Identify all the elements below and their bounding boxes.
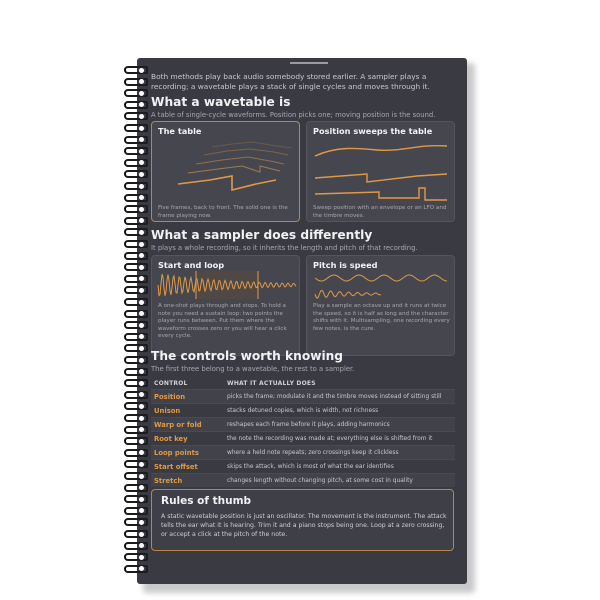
spiral-binding	[124, 66, 150, 578]
binding-ring	[124, 112, 148, 120]
binding-ring	[124, 518, 148, 526]
table-row	[151, 389, 455, 403]
binding-ring	[124, 356, 148, 364]
binding-ring	[124, 391, 148, 399]
binding-hole	[139, 126, 144, 131]
binding-hole	[139, 462, 144, 467]
binding-hole	[139, 300, 144, 305]
binding-ring	[124, 507, 148, 515]
binding-ring	[124, 437, 148, 445]
binding-ring	[124, 205, 148, 213]
binding-hole	[139, 404, 144, 409]
section-subtitle-wavetable: A table of single-cycle waveforms. Position picks one; moving position is the sound.	[151, 111, 436, 119]
binding-ring	[124, 286, 148, 294]
binding-ring	[124, 368, 148, 376]
binding-ring	[124, 530, 148, 538]
card-caption: Sweep position with an envelope or an LFO and the timbre moves.	[313, 205, 447, 219]
binding-ring	[124, 553, 148, 561]
binding-ring	[124, 252, 148, 260]
binding-hole	[139, 346, 144, 351]
control-description: where a held note repeats; zero crossings keep it clickless	[227, 449, 399, 456]
binding-ring	[124, 484, 148, 492]
binding-ring	[124, 310, 148, 318]
intro-text: Both methods play back audio somebody stored earlier. A sampler plays a recording; a wavetable plays a stack of single cycles and moves through it.	[151, 72, 430, 91]
pitch-speed-illustration	[307, 270, 456, 302]
table-row	[151, 403, 455, 417]
binding-ring	[124, 101, 148, 109]
binding-hole	[139, 532, 144, 537]
controls-table	[151, 379, 455, 487]
column-header-does: WHAT IT ACTUALLY DOES	[227, 380, 316, 387]
rules-of-thumb-box	[151, 489, 454, 551]
control-description: reshapes each frame before it plays, adding harmonics	[227, 421, 390, 428]
control-name: Position	[154, 393, 186, 401]
binding-ring	[124, 240, 148, 248]
column-header-control: CONTROL	[154, 380, 188, 387]
binding-hole	[139, 416, 144, 421]
binding-hole	[139, 265, 144, 270]
card-title: Position sweeps the table	[313, 126, 433, 136]
card-caption: A one-shot plays through and stops. To hold a note you need a sustain loop: two points the player runs between. Put them where the waveform crosses zero or you will hear a click every cycle.	[158, 303, 287, 340]
card-pitch-is-speed	[306, 255, 455, 356]
table-row	[151, 417, 455, 431]
card-start-and-loop	[151, 255, 300, 356]
binding-hole	[139, 91, 144, 96]
rules-title: Rules of thumb	[161, 495, 252, 507]
binding-ring	[124, 89, 148, 97]
control-description: stacks detuned copies, which is width, not richness	[227, 407, 379, 414]
control-description: the note the recording was made at; everything else is shifted from it	[227, 435, 433, 442]
binding-hole	[139, 172, 144, 177]
control-name: Warp or fold	[154, 421, 202, 429]
position-sweep-illustration	[307, 138, 456, 208]
card-caption: Play a sample an octave up and it runs at twice the speed, so it is half as long and the character shifts with it. Multisampling, one recording every few notes, is the cure.	[313, 303, 450, 332]
binding-hole	[139, 184, 144, 189]
binding-ring	[124, 217, 148, 225]
binding-ring	[124, 565, 148, 573]
section-subtitle-sampler: It plays a whole recording, so it inherits the length and pitch of that recording.	[151, 244, 418, 252]
binding-ring	[124, 228, 148, 236]
binding-ring	[124, 66, 148, 74]
section-title-wavetable: What a wavetable is	[151, 95, 291, 109]
binding-hole	[139, 520, 144, 525]
binding-hole	[139, 474, 144, 479]
binding-ring	[124, 159, 148, 167]
binding-hole	[139, 68, 144, 73]
table-row	[151, 431, 455, 445]
binding-ring	[124, 414, 148, 422]
binding-ring	[124, 379, 148, 387]
binding-ring	[124, 194, 148, 202]
binding-ring	[124, 136, 148, 144]
section-subtitle-controls: The first three belong to a wavetable, the rest to a sampler.	[151, 365, 355, 373]
binding-ring	[124, 78, 148, 86]
top-tab	[290, 62, 328, 64]
section-title-sampler: What a sampler does differently	[151, 228, 373, 242]
table-row	[151, 459, 455, 473]
table-header	[151, 379, 455, 389]
control-name: Root key	[154, 435, 188, 443]
binding-ring	[124, 321, 148, 329]
control-name: Unison	[154, 407, 181, 415]
card-title: Pitch is speed	[313, 260, 378, 270]
binding-ring	[124, 426, 148, 434]
binding-hole	[139, 323, 144, 328]
card-caption: Five frames, back to front. The solid one is the frame playing now.	[158, 205, 288, 219]
binding-hole	[139, 242, 144, 247]
binding-ring	[124, 449, 148, 457]
card-the-table	[151, 121, 300, 222]
rules-body: A static wavetable position is just an oscillator. The movement is the instrument. The attack tells the ear what it is hearing. Trim it and a piano stops being one. Loop at a zero crossing, or accept a click at the pitch of the note.	[161, 513, 447, 538]
table-row	[151, 445, 455, 459]
binding-ring	[124, 170, 148, 178]
control-name: Stretch	[154, 477, 183, 485]
binding-ring	[124, 472, 148, 480]
binding-ring	[124, 147, 148, 155]
control-description: picks the frame; modulate it and the timbre moves instead of sitting still	[227, 393, 442, 400]
card-title: The table	[158, 126, 202, 136]
card-title: Start and loop	[158, 260, 225, 270]
section-title-controls: The controls worth knowing	[151, 349, 344, 363]
binding-hole	[139, 207, 144, 212]
binding-ring	[124, 275, 148, 283]
binding-hole	[139, 381, 144, 386]
binding-ring	[124, 402, 148, 410]
binding-hole	[139, 288, 144, 293]
binding-ring	[124, 344, 148, 352]
start-and-loop-illustration	[152, 271, 301, 301]
binding-hole	[139, 358, 144, 363]
binding-ring	[124, 263, 148, 271]
binding-ring	[124, 298, 148, 306]
binding-ring	[124, 542, 148, 550]
wavetable-frames-illustration	[152, 138, 301, 208]
control-description: changes length without changing pitch, at some cost in quality	[227, 477, 413, 484]
binding-hole	[139, 497, 144, 502]
table-row	[151, 473, 455, 487]
binding-ring	[124, 182, 148, 190]
binding-ring	[124, 124, 148, 132]
binding-hole	[139, 114, 144, 119]
control-description: skips the attack, which is most of what the ear identifies	[227, 463, 394, 470]
binding-ring	[124, 460, 148, 468]
binding-hole	[139, 149, 144, 154]
binding-hole	[139, 555, 144, 560]
binding-ring	[124, 333, 148, 341]
binding-hole	[139, 230, 144, 235]
control-name: Loop points	[154, 449, 199, 457]
card-position-sweeps	[306, 121, 455, 222]
binding-ring	[124, 495, 148, 503]
binding-hole	[139, 439, 144, 444]
control-name: Start offset	[154, 463, 198, 471]
